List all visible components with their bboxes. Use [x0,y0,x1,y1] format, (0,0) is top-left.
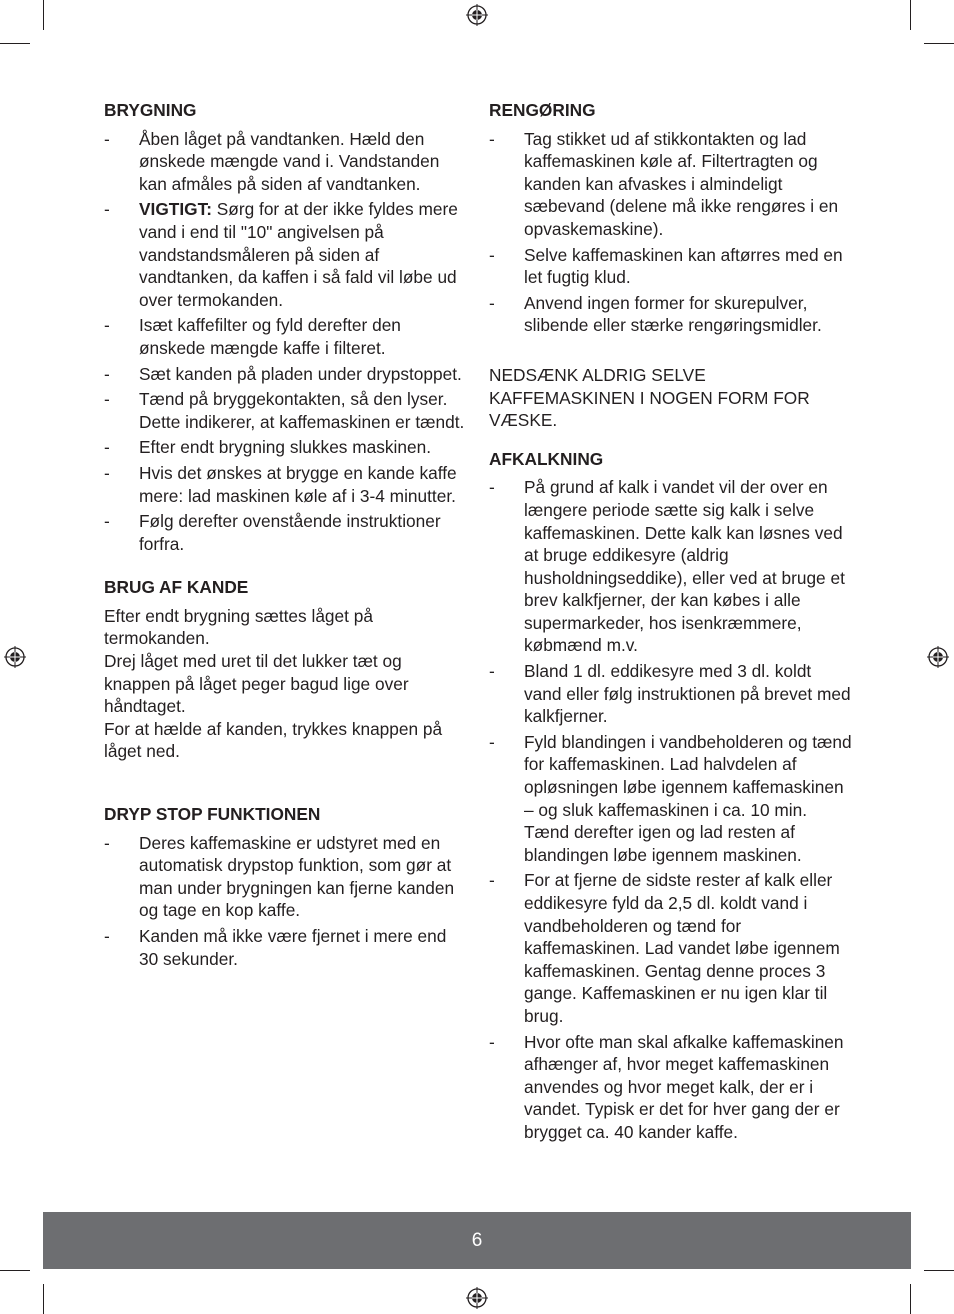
brygning-list [104,128,468,556]
footer-bar [43,1212,911,1269]
list-item: - Hvis det ønskes at brygge en kande kaffe mere: lad maskinen køle af i 3-4 minutter. [104,462,457,506]
important-label: VIGTIGT: [139,199,212,220]
list-item: - Åben låget på vandtanken. Hæld den ønskede mængde vand i. Vandstanden kan afmåles på siden af vandtanken. [104,128,440,194]
registration-mark-icon [466,4,488,26]
list-item: - Anvend ingen former for skurepulver, slibende eller stærke rengøringsmidler. [489,292,822,336]
list-item: - Bland 1 dl. eddikesyre med 3 dl. koldt vand eller følg instruktionen på brevet med kalkfjerner. [489,661,851,727]
rengoring-list [489,128,853,337]
dash-bullet: - [104,462,110,483]
dash-bullet: - [489,870,495,891]
section-heading-dryp-stop: DRYP STOP FUNKTIONEN [104,804,321,825]
dash-bullet: - [104,511,110,532]
right-column [489,99,853,1147]
list-item: - Følg derefter ovenstående instruktioner forfra. [104,511,441,554]
crop-mark-icon [0,43,30,44]
page-number: 6 [471,1230,483,1251]
section-heading-rengoring: RENGØRING [489,100,596,120]
crop-mark-icon [43,1284,44,1314]
list-item: - Sæt kanden på pladen under drypstoppet. [104,363,462,384]
dash-bullet: - [489,128,495,149]
dash-bullet: - [489,661,495,682]
dash-bullet: - [104,389,110,410]
list-item: - Fyld blandingen i vandbeholderen og tænd for kaffemaskinen. Lad halvdelen af opløsningen løbe igennem kaffemaskinen – og sluk kaffemaskinen i ca. 10 min. Tænd derefter igen og lad resten af blandingen løbe igennem maskinen. [489,731,852,865]
list-item: - På grund af kalk i vandet vil der over en længere periode sætte sig kalk i selve kaffemaskinen. Dette kalk kan løsnes ved at bruge eddikesyre (aldrig husholdningseddike), eller ved at bruge et brev kalkfjerner, der kan købes i alle supermarkeder, hos isenkræmmere, købmænd m.v. [489,477,845,656]
dash-bullet: - [489,292,495,313]
registration-mark-icon [466,1287,488,1309]
crop-mark-icon [924,1270,954,1271]
list-item: - For at fjerne de sidste rester af kalk eller eddikesyre fyld da 2,5 dl. koldt vand i vandbeholderen og tænd for kaffemaskinen. Lad vandet løbe igennem kaffemaskinen. Gentag denne proces 3 gange. Kaffemaskinen er nu igen klar til brug. [489,870,840,1026]
paragraph: Efter endt brygning sættes låget på termokanden. [104,605,373,649]
left-column [104,99,468,973]
dash-bullet: - [104,437,110,458]
list-item: - Deres kaffemaskine er udstyret med en automatisk drypstop funktion, som gør at man under brygningen kan fjerne kanden og tage en kop kaffe. [104,832,455,921]
afkalkning-list [489,476,853,1143]
list-item: - Hvor ofte man skal afkalke kaffemaskinen afhænger af, hvor meget kaffemaskinen anvendes og hvor meget kalk, der er i vandet. Typisk er det for hver gang der er brygget ca. 40 kander kaffe. [489,1031,844,1142]
paragraph: For at hælde af kanden, trykkes knappen på låget ned. [104,718,443,762]
section-heading-brygning: BRYGNING [104,100,197,120]
list-item: - Efter endt brygning slukkes maskinen. [104,437,432,458]
crop-mark-icon [0,1270,30,1271]
dash-bullet: - [104,363,110,384]
paragraph: Drej låget med uret til det lukker tæt og knappen på låget peger bagud lige over håndtaget. [104,651,409,717]
crop-mark-icon [910,1284,911,1314]
dash-bullet: - [489,477,495,498]
dash-bullet: - [104,315,110,336]
dash-bullet: - [104,128,110,149]
crop-mark-icon [910,0,911,30]
warning-text: NEDSÆNK ALDRIG SELVE KAFFEMASKINEN I NOGEN FORM FOR VÆSKE. [489,364,810,431]
dash-bullet: - [489,244,495,265]
crop-mark-icon [43,0,44,30]
list-item: - Kanden må ikke være fjernet i mere end 30 sekunder. [104,926,447,969]
list-item: - VIGTIGT: Sørg for at der ikke fyldes mere vand i end til "10" angivelsen på vandstandsmåleren på siden af vandtanken, da kaffen i så fald vil løbe ud over termokanden. [104,199,458,310]
dash-bullet: - [489,731,495,752]
dash-bullet: - [104,832,110,853]
drypstop-list [104,832,468,971]
list-item: - Tænd på bryggekontakten, så den lyser. Dette indikerer, at kaffemaskinen er tændt. [104,389,465,432]
dash-bullet: - [104,926,110,946]
list-item: - Isæt kaffefilter og fyld derefter den ønskede mængde kaffe i filteret. [104,315,401,358]
registration-mark-icon [4,646,26,668]
section-heading-brug-af-kande: BRUG AF KANDE [104,577,249,598]
dash-bullet: - [489,1031,495,1052]
section-heading-afkalkning: AFKALKNING [489,448,604,469]
crop-mark-icon [924,43,954,44]
registration-mark-icon [927,646,949,668]
list-item: - Selve kaffemaskinen kan aftørres med en let fugtig klud. [489,244,843,288]
dash-bullet: - [104,199,110,220]
list-item: - Tag stikket ud af stikkontakten og lad kaffemaskinen køle af. Filtertragten og kanden kan afvaskes i almindeligt sæbevand (delene må ikke rengøres i en opvaskemaskine). [489,128,839,239]
